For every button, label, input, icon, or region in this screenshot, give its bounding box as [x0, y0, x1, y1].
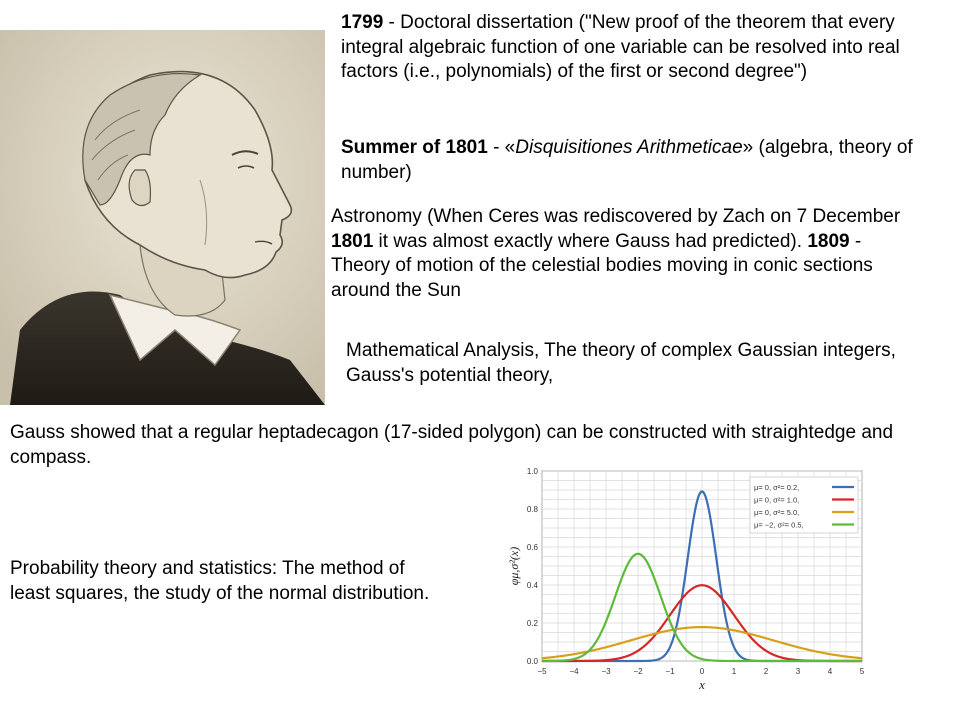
- disquisitiones-dash: - «: [487, 137, 516, 158]
- y-tick-label: 0.8: [526, 505, 538, 514]
- x-tick-label: 0: [699, 667, 705, 676]
- x-tick-label: −4: [569, 667, 579, 676]
- legend-label: μ= 0, σ²= 0.2,: [754, 483, 800, 492]
- y-tick-label: 0.4: [526, 581, 538, 590]
- astronomy-part3: - Theory of motion of the celestial bodies moving in conic sections around the Sun: [331, 230, 873, 301]
- dissertation-year: 1799: [341, 12, 384, 33]
- legend-label: μ= 0, σ²= 1.0,: [754, 495, 800, 505]
- x-tick-label: −2: [633, 667, 643, 676]
- x-tick-label: 1: [731, 667, 737, 676]
- x-tick-label: 3: [795, 667, 801, 676]
- analysis-text: Mathematical Analysis, The theory of complex Gaussian integers, Gauss's potential theory,: [346, 340, 896, 386]
- dissertation-text: [341, 11, 951, 85]
- astronomy-part2: it was almost exactly where Gauss had predicted).: [373, 230, 808, 252]
- x-tick-label: 5: [859, 667, 865, 676]
- astronomy-part1: Astronomy (When Ceres was rediscovered by Zach on 7 December: [331, 206, 901, 227]
- y-tick-label: 0.6: [526, 543, 538, 552]
- probability-text: Probability theory and statistics: The method of least squares, the study of the normal distribution.: [10, 558, 430, 604]
- y-axis-label: φμ,σ²(x): [507, 546, 521, 586]
- legend-label: μ= −2, σ²= 0.5,: [754, 520, 804, 530]
- dissertation-body: - Doctoral dissertation ("New proof of the theorem that every integral algebraic function of one variable can be resolved into real factors (i.e., polynomials) of the first or second degree"): [341, 12, 900, 82]
- astronomy-year-1801: 1801: [331, 230, 374, 252]
- y-tick-label: 1.0: [526, 467, 538, 476]
- gauss-portrait-icon: [0, 30, 325, 405]
- disquisitiones-text: [341, 136, 951, 185]
- normal-distribution-chart: [500, 455, 880, 720]
- disquisitiones-title: Disquisitiones Arithmeticae: [515, 137, 743, 158]
- disquisitiones-year: Summer of 1801: [341, 137, 488, 158]
- astronomy-text: [331, 205, 916, 303]
- x-tick-label: −3: [601, 667, 611, 676]
- x-tick-label: 2: [763, 667, 769, 676]
- x-axis-label: x: [699, 677, 705, 692]
- y-tick-label: 0.2: [526, 619, 538, 628]
- heptadecagon-text: Gauss showed that a regular heptadecagon (17-sided polygon) can be constructed with straightedge and compass.: [10, 422, 894, 468]
- disquisitiones-rest: » (algebra, theory of number): [341, 137, 913, 183]
- legend-label: μ= 0, σ²= 5.0,: [754, 508, 800, 517]
- x-tick-label: −1: [665, 667, 675, 676]
- y-tick-label: 0.0: [526, 657, 538, 666]
- x-tick-label: −5: [537, 667, 547, 676]
- x-tick-label: 4: [827, 667, 833, 676]
- astronomy-year-1809: 1809: [807, 230, 850, 252]
